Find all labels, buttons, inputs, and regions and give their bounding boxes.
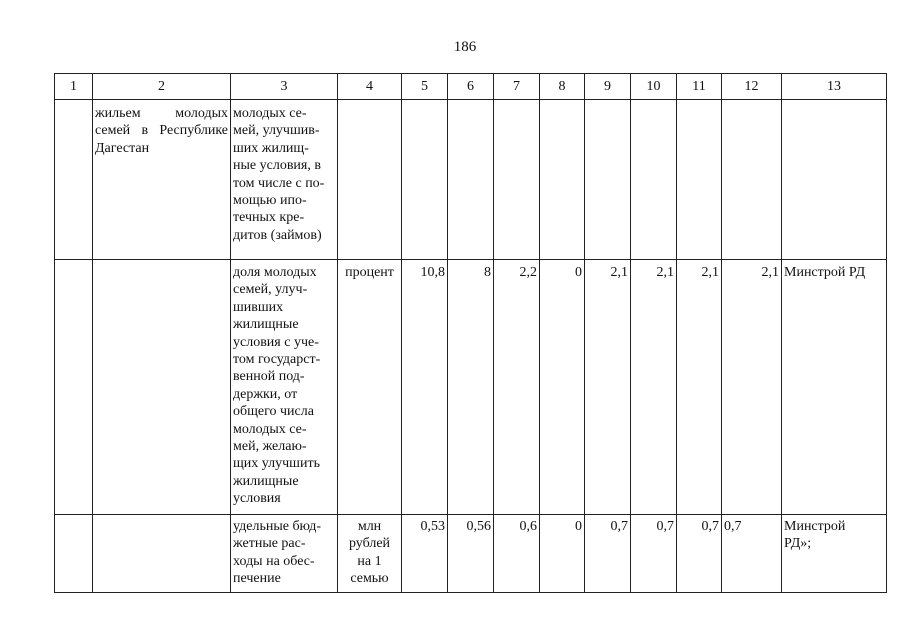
table-cell	[585, 100, 631, 260]
table-cell	[540, 100, 585, 260]
header-cell: 7	[494, 74, 540, 100]
cell-text: молодых се- мей, улучшив- ших жилищ- ные условия, в том числе с по- мощью ипо- течных кре- дитов (займов)	[233, 106, 325, 243]
table-cell	[722, 100, 782, 260]
table-cell	[231, 515, 338, 593]
header-cell: 2	[93, 74, 231, 100]
table-cell	[93, 260, 231, 515]
header-cell: 9	[585, 74, 631, 100]
table-cell	[55, 515, 93, 593]
table-cell	[631, 100, 677, 260]
page-number: 186	[453, 39, 477, 55]
table-cell	[231, 100, 338, 260]
table-cell	[782, 515, 887, 593]
indicators-table	[54, 73, 887, 593]
header-cell: 8	[540, 74, 585, 100]
header-cell: 3	[231, 74, 338, 100]
table-cell	[494, 100, 540, 260]
table-cell: 0,7	[722, 515, 782, 593]
table-cell: Минстрой РД	[782, 260, 887, 515]
table-cell: 0,56	[448, 515, 494, 593]
table-cell	[402, 100, 448, 260]
cell-text: жильем молодых семей в Республике Дагестан	[95, 106, 228, 156]
table-cell	[231, 260, 338, 515]
header-cell: 6	[448, 74, 494, 100]
table-cell: 8	[448, 260, 494, 515]
table-cell: 0	[540, 260, 585, 515]
table-cell	[55, 260, 93, 515]
cell-text: доля молодых семей, улуч- шивших жилищные условия с уче- том государст- венной под- держки, от общего числа молодых се- мей, желаю- щих улучшить жилищные условия	[233, 265, 321, 507]
table-cell: 0	[540, 515, 585, 593]
table-cell: 0,7	[585, 515, 631, 593]
table-cell: 2,2	[494, 260, 540, 515]
table-cell: 2,1	[631, 260, 677, 515]
table-cell	[338, 100, 402, 260]
table-cell: 2,1	[722, 260, 782, 515]
table-cell	[93, 515, 231, 593]
table-row	[55, 515, 887, 593]
header-cell: 10	[631, 74, 677, 100]
header-cell: 1	[55, 74, 93, 100]
table-cell	[55, 100, 93, 260]
table-cell	[782, 100, 887, 260]
table-cell: процент	[338, 260, 402, 515]
cell-text: Минстрой РД»;	[784, 519, 846, 552]
header-cell: 11	[677, 74, 722, 100]
table-cell: 2,1	[677, 260, 722, 515]
table-row	[55, 100, 887, 260]
header-cell: 5	[402, 74, 448, 100]
table-cell: 0,53	[402, 515, 448, 593]
table-cell	[677, 100, 722, 260]
table-header-row	[55, 74, 887, 100]
table-cell: 0,7	[677, 515, 722, 593]
table-cell	[93, 100, 231, 260]
table-cell: 0,6	[494, 515, 540, 593]
table-cell: 0,7	[631, 515, 677, 593]
header-cell: 13	[782, 74, 887, 100]
table-cell: 10,8	[402, 260, 448, 515]
cell-text: удельные бюд- жетные рас- ходы на обес- печение	[233, 519, 322, 587]
header-cell: 4	[338, 74, 402, 100]
table-cell	[448, 100, 494, 260]
header-cell: 12	[722, 74, 782, 100]
table-cell: 2,1	[585, 260, 631, 515]
table-cell	[338, 515, 402, 593]
cell-text: млн рублей на 1 семью	[348, 519, 391, 587]
table-row	[55, 260, 887, 515]
